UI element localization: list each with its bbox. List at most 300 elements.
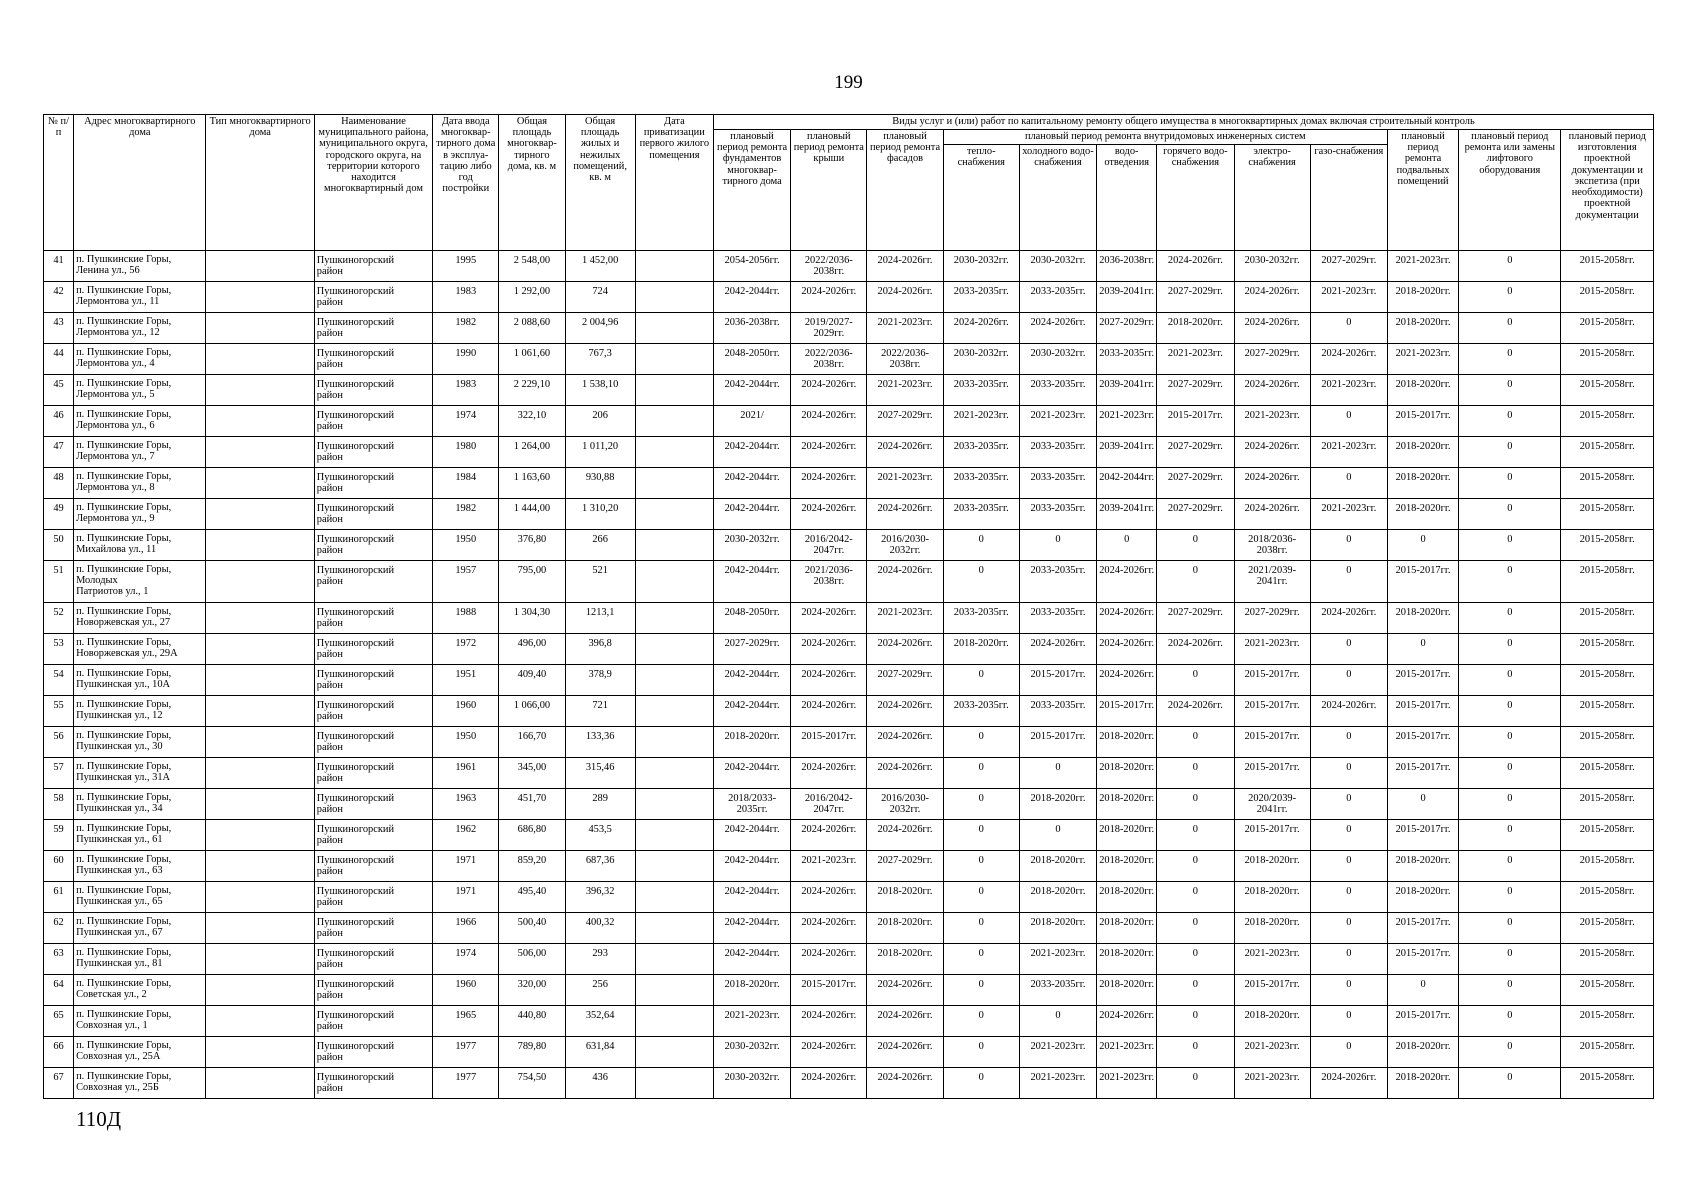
- table-row: [44, 882, 1654, 913]
- cell-roof: [791, 789, 867, 820]
- cell-address-line: Лермонтова ул., 12: [76, 326, 160, 338]
- cell-num-line: 47: [53, 441, 64, 452]
- cell-foundation: [713, 913, 790, 944]
- cell-hot-water-line: 0: [1192, 948, 1198, 959]
- cell-district: [314, 882, 432, 913]
- cell-living-area: [565, 882, 635, 913]
- cell-living-area-line: 396,8: [588, 638, 612, 649]
- cell-address: [74, 437, 206, 468]
- cell-gas-line: 0: [1346, 731, 1352, 742]
- cell-cold-water-line: 2033-2035гг.: [1030, 441, 1086, 452]
- cell-total-area-line: 376,80: [517, 534, 547, 545]
- cell-roof: [791, 603, 867, 634]
- cell-living-area-line: 315,46: [585, 762, 615, 773]
- cell-total-area-line: 1 292,00: [513, 286, 551, 297]
- cell-facade-line: 2024-2026гг.: [877, 503, 933, 514]
- cell-project-line: 2015-2058гг.: [1579, 638, 1635, 649]
- cell-num: [44, 851, 74, 882]
- cell-type: [206, 468, 314, 499]
- cell-heat-line: 0: [978, 948, 984, 959]
- cell-heat: [943, 530, 1019, 561]
- cell-roof: [791, 1006, 867, 1037]
- cell-heat: [943, 634, 1019, 665]
- cell-living-area-line: 521: [592, 565, 608, 576]
- cell-basement: [1387, 375, 1458, 406]
- footer-code: 110Д: [76, 1107, 122, 1131]
- cell-living-area-line: 256: [592, 979, 608, 990]
- cell-district: [314, 727, 432, 758]
- cell-basement: [1387, 665, 1458, 696]
- cell-sewer-line: 2021-2023гг.: [1099, 1072, 1155, 1083]
- cell-cold-water: [1019, 820, 1096, 851]
- cell-district-line: Пушкиногорский: [316, 441, 395, 452]
- cell-foundation-line: 2042-2044гг.: [724, 948, 780, 959]
- cell-hot-water-line: 0: [1192, 979, 1198, 990]
- cell-roof-line: 2021-2023гг.: [801, 855, 857, 866]
- cell-project: [1561, 313, 1654, 344]
- cell-total-area: [499, 789, 565, 820]
- cell-heat-line: 0: [978, 824, 984, 835]
- cell-living-area: [565, 727, 635, 758]
- cell-address: [74, 468, 206, 499]
- cell-living-area: [565, 696, 635, 727]
- cell-project: [1561, 406, 1654, 437]
- cell-gas-line: 0: [1346, 638, 1352, 649]
- cell-basement: [1387, 530, 1458, 561]
- cell-project: [1561, 282, 1654, 313]
- cell-basement: [1387, 944, 1458, 975]
- cell-facade: [867, 913, 943, 944]
- cell-gas-line: 2024-2026гг.: [1321, 700, 1377, 711]
- cell-basement-line: 2015-2017гг.: [1395, 700, 1451, 711]
- cell-heat-line: 0: [978, 565, 984, 576]
- cell-facade: [867, 344, 943, 375]
- cell-num-line: 49: [53, 503, 64, 514]
- cell-elevator-line: 0: [1507, 638, 1513, 649]
- cell-address: [74, 499, 206, 530]
- cell-electric: [1234, 468, 1310, 499]
- cell-heat: [943, 944, 1019, 975]
- cell-address: [74, 282, 206, 313]
- cell-sewer: [1097, 1037, 1157, 1068]
- cell-address-line: п. Пушкинские Горы,: [76, 1071, 172, 1082]
- cell-living-area-line: 453,5: [588, 824, 612, 835]
- cell-electric: [1234, 665, 1310, 696]
- cell-cold-water-line: 2033-2035гг.: [1030, 379, 1086, 390]
- cell-roof-line: 2024-2026гг.: [801, 472, 857, 483]
- cell-address-line: п. Пушкинские Горы,: [76, 254, 172, 265]
- cell-basement: [1387, 1068, 1458, 1099]
- cell-privatization: [635, 634, 713, 665]
- cell-elevator-line: 0: [1507, 607, 1513, 618]
- cell-project: [1561, 1006, 1654, 1037]
- cell-sewer-line: 2039-2041гг.: [1099, 503, 1155, 514]
- cell-project-line: 2015-2058гг.: [1579, 793, 1635, 804]
- cell-heat: [943, 344, 1019, 375]
- cell-gas: [1310, 1037, 1387, 1068]
- cell-hot-water-line: 2027-2029гг.: [1167, 441, 1223, 452]
- cell-heat-line: 0: [978, 669, 984, 680]
- cell-facade-line: 2018-2020гг.: [877, 886, 933, 897]
- cell-facade-line: 2022/2036-2038гг.: [881, 348, 929, 371]
- cell-num-line: 65: [53, 1010, 64, 1021]
- cell-district: [314, 313, 432, 344]
- cell-facade: [867, 437, 943, 468]
- cell-electric: [1234, 437, 1310, 468]
- cell-gas: [1310, 437, 1387, 468]
- cell-privatization: [635, 665, 713, 696]
- cell-num-line: 42: [53, 286, 64, 297]
- cell-sewer-line: 2027-2029гг.: [1099, 317, 1155, 328]
- cell-type: [206, 1006, 314, 1037]
- cell-total-area-line: 859,20: [517, 855, 547, 866]
- cell-electric: [1234, 603, 1310, 634]
- cell-living-area-line: 2 004,96: [581, 317, 619, 328]
- cell-sewer: [1097, 696, 1157, 727]
- cell-facade-line: 2024-2026гг.: [877, 824, 933, 835]
- cell-electric-line: 2021-2023гг.: [1244, 410, 1300, 421]
- cell-total-area: [499, 313, 565, 344]
- cell-address: [74, 603, 206, 634]
- cell-electric-line: 2015-2017гг.: [1244, 700, 1300, 711]
- cell-sewer: [1097, 1068, 1157, 1099]
- cell-elevator-line: 0: [1507, 855, 1513, 866]
- cell-foundation: [713, 603, 790, 634]
- table-row: [44, 530, 1654, 561]
- cell-gas-line: 2021-2023гг.: [1321, 286, 1377, 297]
- header-living-area: Общая площадь жилых и нежилых помещений, кв. м: [565, 115, 635, 251]
- cell-hot-water-line: 0: [1192, 793, 1198, 804]
- cell-foundation-line: 2042-2044гг.: [724, 286, 780, 297]
- cell-roof: [791, 561, 867, 603]
- cell-address: [74, 696, 206, 727]
- cell-cold-water-line: 2018-2020гг.: [1030, 793, 1086, 804]
- cell-facade: [867, 313, 943, 344]
- cell-year-line: 1962: [455, 824, 477, 835]
- cell-basement-line: 2015-2017гг.: [1395, 762, 1451, 773]
- cell-elevator-line: 0: [1507, 410, 1513, 421]
- cell-address: [74, 975, 206, 1006]
- cell-district-line: Пушкиногорский: [316, 731, 395, 742]
- cell-basement-line: 2015-2017гг.: [1395, 948, 1451, 959]
- cell-num: [44, 944, 74, 975]
- cell-living-area-line: 1 538,10: [581, 379, 619, 390]
- cell-living-area-line: 1213,1: [585, 607, 615, 618]
- cell-hot-water-line: 2018-2020гг.: [1167, 317, 1223, 328]
- cell-district-line: район: [316, 297, 343, 309]
- cell-basement-line: 2015-2017гг.: [1395, 669, 1451, 680]
- cell-electric: [1234, 789, 1310, 820]
- cell-facade: [867, 499, 943, 530]
- cell-district-line: район: [316, 514, 343, 526]
- cell-district-line: район: [316, 711, 343, 723]
- cell-living-area: [565, 1006, 635, 1037]
- cell-num-line: 50: [53, 534, 64, 545]
- cell-roof: [791, 882, 867, 913]
- cell-district-line: Пушкиногорский: [316, 1010, 395, 1021]
- cell-hot-water: [1157, 313, 1234, 344]
- cell-total-area-line: 496,00: [517, 638, 547, 649]
- cell-district-line: район: [316, 897, 343, 909]
- cell-facade-line: 2016/2030-2032гг.: [881, 534, 929, 557]
- cell-living-area: [565, 634, 635, 665]
- cell-cold-water: [1019, 975, 1096, 1006]
- cell-num-line: 48: [53, 472, 64, 483]
- cell-num: [44, 437, 74, 468]
- cell-hot-water: [1157, 758, 1234, 789]
- table-row: [44, 1068, 1654, 1099]
- cell-project: [1561, 696, 1654, 727]
- table-row: [44, 913, 1654, 944]
- cell-project: [1561, 820, 1654, 851]
- cell-facade-line: 2018-2020гг.: [877, 948, 933, 959]
- cell-basement-line: 2018-2020гг.: [1395, 1072, 1451, 1083]
- cell-basement-line: 2018-2020гг.: [1395, 441, 1451, 452]
- cell-living-area: [565, 603, 635, 634]
- cell-heat-line: 2033-2035гг.: [953, 379, 1009, 390]
- cell-privatization: [635, 789, 713, 820]
- cell-living-area-line: 378,9: [588, 669, 612, 680]
- cell-total-area: [499, 975, 565, 1006]
- cell-cold-water: [1019, 727, 1096, 758]
- cell-hot-water: [1157, 437, 1234, 468]
- cell-address-line: Совхозная ул., 25Б: [76, 1081, 159, 1093]
- cell-hot-water: [1157, 975, 1234, 1006]
- cell-num-line: 56: [53, 731, 64, 742]
- cell-living-area: [565, 1068, 635, 1099]
- cell-heat-line: 0: [978, 917, 984, 928]
- cell-elevator-line: 0: [1507, 669, 1513, 680]
- cell-electric-line: 2018-2020гг.: [1244, 886, 1300, 897]
- cell-heat: [943, 696, 1019, 727]
- cell-cold-water: [1019, 375, 1096, 406]
- cell-district-line: Пушкиногорский: [316, 410, 395, 421]
- cell-basement-line: 0: [1420, 979, 1426, 990]
- cell-heat-line: 0: [978, 886, 984, 897]
- cell-year: [433, 944, 499, 975]
- cell-address-line: Пушкинская ул., 34: [76, 802, 163, 814]
- cell-roof: [791, 727, 867, 758]
- cell-year: [433, 313, 499, 344]
- cell-elevator-line: 0: [1507, 762, 1513, 773]
- cell-address-line: п. Пушкинские Горы,: [76, 502, 172, 513]
- cell-year-line: 1982: [455, 503, 477, 514]
- cell-hot-water: [1157, 251, 1234, 282]
- cell-num-line: 52: [53, 607, 64, 618]
- cell-year: [433, 282, 499, 313]
- cell-address-line: п. Пушкинские Горы,: [76, 916, 172, 927]
- table-row: [44, 499, 1654, 530]
- cell-address-line: Пушкинская ул., 12: [76, 709, 163, 721]
- cell-total-area-line: 500,40: [517, 917, 547, 928]
- cell-total-area-line: 1 304,30: [513, 607, 551, 618]
- cell-hot-water: [1157, 406, 1234, 437]
- cell-basement: [1387, 975, 1458, 1006]
- cell-address-line: Михайлова ул., 11: [76, 543, 157, 555]
- cell-address: [74, 1068, 206, 1099]
- cell-basement-line: 2015-2017гг.: [1395, 731, 1451, 742]
- cell-privatization: [635, 437, 713, 468]
- cell-gas-line: 0: [1346, 824, 1352, 835]
- cell-sewer-line: 2024-2026гг.: [1099, 565, 1155, 576]
- cell-basement: [1387, 1006, 1458, 1037]
- cell-facade-line: 2021-2023гг.: [877, 317, 933, 328]
- cell-gas-line: 0: [1346, 793, 1352, 804]
- cell-basement: [1387, 313, 1458, 344]
- cell-address: [74, 561, 206, 603]
- cell-district-line: Пушкиногорский: [316, 607, 395, 618]
- cell-roof: [791, 634, 867, 665]
- cell-heat: [943, 603, 1019, 634]
- cell-heat: [943, 251, 1019, 282]
- cell-district: [314, 851, 432, 882]
- cell-hot-water-line: 0: [1192, 917, 1198, 928]
- table-row: [44, 1006, 1654, 1037]
- cell-project-line: 2015-2058гг.: [1579, 348, 1635, 359]
- cell-living-area: [565, 344, 635, 375]
- cell-year: [433, 530, 499, 561]
- cell-basement-line: 2018-2020гг.: [1395, 317, 1451, 328]
- cell-facade: [867, 758, 943, 789]
- cell-project-line: 2015-2058гг.: [1579, 762, 1635, 773]
- cell-year-line: 1971: [455, 886, 477, 897]
- cell-num: [44, 634, 74, 665]
- cell-foundation-line: 2042-2044гг.: [724, 503, 780, 514]
- cell-total-area: [499, 561, 565, 603]
- cell-gas: [1310, 344, 1387, 375]
- cell-project-line: 2015-2058гг.: [1579, 979, 1635, 990]
- cell-hot-water-line: 0: [1192, 762, 1198, 773]
- cell-electric: [1234, 375, 1310, 406]
- cell-heat: [943, 1068, 1019, 1099]
- cell-project: [1561, 344, 1654, 375]
- cell-address-line: Совхозная ул., 1: [76, 1019, 148, 1031]
- cell-district-line: Пушкиногорский: [316, 255, 395, 266]
- header-facade: плановый период ремонта фасадов: [867, 130, 943, 251]
- cell-facade: [867, 975, 943, 1006]
- cell-address-line: п. Пушкинские Горы,: [76, 668, 172, 679]
- table-header: [44, 115, 1654, 251]
- cell-total-area: [499, 251, 565, 282]
- cell-num: [44, 696, 74, 727]
- cell-electric-line: 2015-2017гг.: [1244, 731, 1300, 742]
- cell-num-line: 43: [53, 317, 64, 328]
- cell-num-line: 60: [53, 855, 64, 866]
- table-row: [44, 975, 1654, 1006]
- cell-foundation-line: 2042-2044гг.: [724, 669, 780, 680]
- cell-hot-water-line: 0: [1192, 824, 1198, 835]
- cell-num: [44, 820, 74, 851]
- cell-electric-line: 2024-2026гг.: [1244, 472, 1300, 483]
- cell-foundation: [713, 344, 790, 375]
- cell-elevator: [1459, 944, 1561, 975]
- cell-living-area: [565, 561, 635, 603]
- cell-electric: [1234, 758, 1310, 789]
- table-row: [44, 696, 1654, 727]
- cell-district: [314, 758, 432, 789]
- cell-elevator: [1459, 1006, 1561, 1037]
- cell-electric-line: 2015-2017гг.: [1244, 669, 1300, 680]
- cell-total-area-line: 451,70: [517, 793, 547, 804]
- cell-hot-water-line: 2027-2029гг.: [1167, 286, 1223, 297]
- cell-basement-line: 2018-2020гг.: [1395, 472, 1451, 483]
- cell-project: [1561, 530, 1654, 561]
- cell-elevator-line: 0: [1507, 472, 1513, 483]
- cell-elevator: [1459, 406, 1561, 437]
- cell-district-line: район: [316, 618, 343, 630]
- cell-electric-line: 2020/2039-2041гг.: [1248, 793, 1297, 816]
- cell-total-area: [499, 820, 565, 851]
- cell-cold-water-line: 0: [1055, 824, 1061, 835]
- cell-heat-line: 2018-2020гг.: [953, 638, 1009, 649]
- header-district: Наименование муниципального района, муниципального округа, городского округа, на территории которого находится многоквартирный дом: [314, 115, 432, 251]
- cell-total-area-line: 1 061,60: [513, 348, 551, 359]
- cell-privatization: [635, 406, 713, 437]
- cell-year: [433, 603, 499, 634]
- cell-district-line: район: [316, 773, 343, 785]
- cell-district: [314, 634, 432, 665]
- cell-facade: [867, 851, 943, 882]
- cell-total-area: [499, 1068, 565, 1099]
- cell-gas-line: 2027-2029гг.: [1321, 255, 1377, 266]
- cell-address: [74, 1037, 206, 1068]
- cell-gas-line: 0: [1346, 410, 1352, 421]
- cell-electric: [1234, 251, 1310, 282]
- cell-cold-water: [1019, 251, 1096, 282]
- cell-hot-water: [1157, 696, 1234, 727]
- cell-num: [44, 727, 74, 758]
- cell-elevator: [1459, 696, 1561, 727]
- cell-foundation: [713, 375, 790, 406]
- cell-gas-line: 0: [1346, 948, 1352, 959]
- cell-sewer: [1097, 727, 1157, 758]
- cell-district-line: Пушкиногорский: [316, 638, 395, 649]
- cell-address-line: п. Пушкинские Горы,: [76, 885, 172, 896]
- cell-address-line: Советская ул., 2: [76, 988, 147, 1000]
- cell-total-area: [499, 437, 565, 468]
- cell-roof: [791, 375, 867, 406]
- cell-total-area-line: 1 444,00: [513, 503, 551, 514]
- cell-year-line: 1950: [455, 731, 477, 742]
- cell-foundation: [713, 530, 790, 561]
- cell-gas: [1310, 975, 1387, 1006]
- cell-electric-line: 2021-2023гг.: [1244, 948, 1300, 959]
- cell-electric-line: 2024-2026гг.: [1244, 441, 1300, 452]
- cell-facade: [867, 406, 943, 437]
- cell-heat: [943, 665, 1019, 696]
- cell-foundation: [713, 665, 790, 696]
- cell-year: [433, 375, 499, 406]
- cell-address: [74, 313, 206, 344]
- cell-sewer: [1097, 851, 1157, 882]
- cell-year: [433, 437, 499, 468]
- cell-gas: [1310, 603, 1387, 634]
- cell-elevator: [1459, 665, 1561, 696]
- cell-basement-line: 2015-2017гг.: [1395, 565, 1451, 576]
- cell-district-line: район: [316, 452, 343, 464]
- cell-privatization: [635, 468, 713, 499]
- cell-roof-line: 2019/2027-2029гг.: [804, 317, 853, 340]
- table-row: [44, 603, 1654, 634]
- cell-sewer: [1097, 313, 1157, 344]
- cell-gas-line: 2021-2023гг.: [1321, 379, 1377, 390]
- cell-cold-water: [1019, 634, 1096, 665]
- cell-project: [1561, 944, 1654, 975]
- cell-roof: [791, 282, 867, 313]
- cell-cold-water-line: 0: [1055, 1010, 1061, 1021]
- cell-electric: [1234, 406, 1310, 437]
- cell-hot-water: [1157, 944, 1234, 975]
